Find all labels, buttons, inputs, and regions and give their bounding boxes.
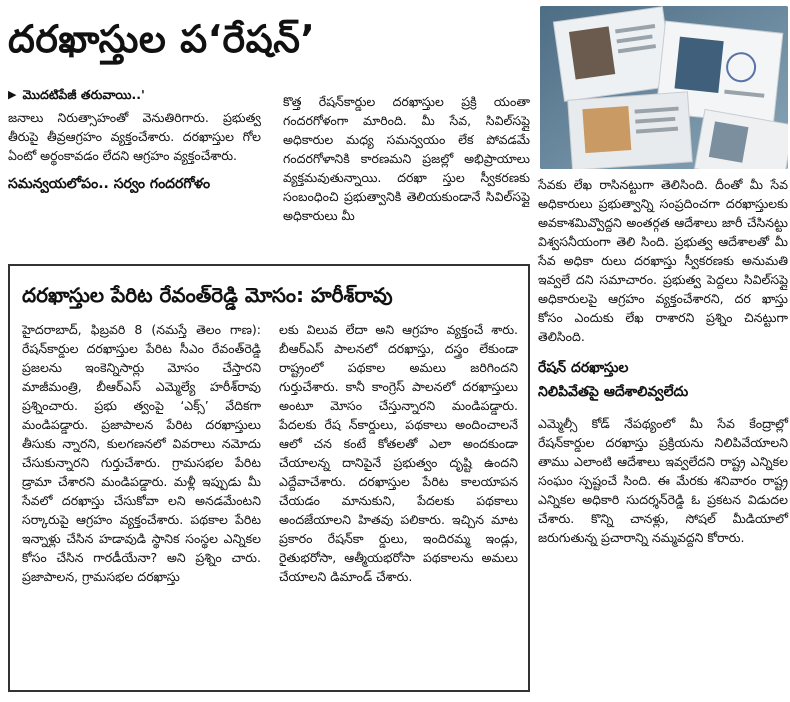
photo-ration-application-forms — [540, 6, 788, 169]
boxed-column-right — [279, 320, 518, 586]
subheading-line-2: నిలిపివేతపై ఆదేశాలివ్వలేదు — [538, 384, 689, 400]
subheading: సమన్వయలోపం.. సర్వం గందరగోళం — [8, 176, 211, 192]
body-text: సేవకు లేఖ రాసినట్టుగా తెలిసింది. దీంతో మీ సేవ అధికారులు ప్రభుత్వాన్ని సంప్రదించగా దరఖాస్తులకు అవకాశమివ్వొద్దని అంతర్గత ఆదేశాలు జారీ చేసినట్టు విశ్వసనీయంగా తెలి సింది. ప్రభుత్వ ఆదేశాలతో మీ సేవ అధికా రులు దరఖాస్తు స్వీకరణకు అనుమతి ఇవ్వలే దని సమాచారం. ప్రభుత్వ పెద్దలు సివిల్‌సప్లై అధికారులపై ఆగ్రహం వ్యక్తంచేశారని, దర ఖాస్తు కోసం ఎందుకు లేఖ రాశారని ప్రశ్నిం చినట్టుగా తెలిసింది. — [538, 177, 788, 344]
headline: దరఖాస్తుల ప‘రేషన్’ — [8, 17, 316, 61]
boxed-column-left — [22, 320, 261, 586]
body-text-2: ఎమ్మెల్సీ కోడ్ నేపథ్యంలో మీ సేవ కేంద్రాల్లో రేషన్‌కార్డుల దరఖాస్తు ప్రక్రియను నిలిపివేయాలని తాము ఎలాంటి ఆదేశాలు ఇవ్వలేదని రాష్ట్ర ఎన్నికల సంఘం స్పష్టంచే సింది. ఈ మేరకు శనివారం రాష్ట్ర ఎన్నికల అధికారి సుదర్శన్‌రెడ్డి ఓ ప్రకటన విడుదల చేశారు. కొన్ని చానళ్లు, సోషల్ మీడియాలో జరుగుతున్న ప్రచారాన్ని నమ్మవద్దని కోరారు. — [538, 416, 788, 545]
boxed-article-title: దరఖాస్తుల పేరిట రేవంత్‌రెడ్డి మోసం: హరీశ్‌రావు — [22, 283, 393, 307]
photo-illustration — [540, 6, 788, 169]
column-right — [538, 175, 788, 547]
body-text: కొత్త రేషన్‌కార్డుల దరఖాస్తుల ప్రక్రి యంతా గందరగోళంగా మారింది. మీ సేవ, సివిల్‌సప్లై అధికారుల మధ్య సమన్వయం లేక పోవడమే గందరగోళానికి కారణమని ప్రజల్లో అభిప్రాయాలు వ్యక్తమవుతున్నాయి. దరఖా స్తుల స్వీకరణకు సంబంధించి ప్రభుత్వానికి తెలియకుండానే సివిల్‌సప్లై అధికారులు మీ — [283, 94, 530, 223]
play-arrow-icon: ▶ — [8, 88, 17, 101]
column-middle — [283, 92, 530, 225]
boxed-article — [8, 264, 530, 692]
boxed-article-columns — [22, 320, 518, 586]
body-text: హైదరాబాద్, ఫిబ్రవరి 8 (నమస్తే తెలం గాణ): రేషన్‌కార్డుల దరఖాస్తుల పేరిట సీఎం రేవంత్‌రెడ్డి ప్రజలను ఇంకెన్నిసార్లు మోసం చేస్తారని మాజీమంత్రి, బీఆర్ఎస్ ఎమ్మెల్యే హరీశ్‌రావు ప్రశ్నించారు. ప్రభు త్వంపై ‘ఎక్స్’ వేదికగా మండిపడ్డారు. ప్రజాపాలన పేరిట దరఖాస్తులు తీసుకు న్నారని, కులగణనలో వివరాలు నమోదు చేసుకున్నారని గుర్తుచేశారు. గ్రామసభల పేరిట డ్రామా చేశారని మండిపడ్డారు. మళ్లీ ఇప్పుడు మీ సేవలో దరఖాస్తు చేసుకోవా లని అనడమేంటని సర్కారుపై ఆగ్రహం వ్యక్తంచేశారు. పథకాల పేరిట ఇన్నాళ్లు చేసిన హడావుడి స్థానిక సంస్థల ఎన్నికల కోసం చేసిన గారడీయేనా? అని ప్రశ్నిం చారు. ప్రజాపాలన, గ్రామసభల దరఖాస్తు — [22, 322, 261, 584]
continued-kicker — [8, 85, 261, 104]
body-text: లకు విలువ లేదా అని ఆగ్రహం వ్యక్తంచే శారు. బీఆర్ఎస్ పాలనలో దరఖాస్తు, దస్త్రం లేకుండా రాష్ట్రంలో పథకాల అమలు జరిగిందని గుర్తుచేశారు. కానీ కాంగ్రెస్ పాలనలో దరఖాస్తులు అంటూ మోసం చేస్తున్నారని మండిపడ్డారు. పేదలకు రేష న్‌కార్డులు, పథకాలు అందించాలనే ఆలో చన కంటే కోతలతో ఎలా అందకుండా చేయాలన్న దానిపైనే ప్రభుత్వం దృష్టి ఉందని ఎద్దేవాచేశారు. దరఖాస్తుల పేరిట కాలయాపన చేయడం మానుకుని, పేదలకు పథకాలు అందజేయాలని హితవు పలికారు. ఇచ్చిన మాట ప్రకారం రేషన్‌కా ర్డులు, ఇందిరమ్మ ఇండ్లు, రైతుభరోసా, ఆత్మీయభరోసా పథకాలను అమలు చేయాలని డిమాండ్ చేశారు. — [279, 322, 518, 584]
body-text: జనాలు నిరుత్సాహంతో వెనుతిరిగారు. ప్రభుత్వ తీరుపై తీవ్రఆగ్రహం వ్యక్తంచేశారు. దరఖాస్తుల గోల ఏంటో అర్థంకావడం లేదని ఆగ్రహం వ్యక్తంచేశారు. — [8, 110, 261, 163]
kicker-text: మొదటిపేజీ తరువాయి..' — [22, 87, 145, 102]
column-intro — [8, 85, 261, 195]
subheading-line-1: రేషన్ దరఖాస్తుల — [538, 360, 629, 376]
